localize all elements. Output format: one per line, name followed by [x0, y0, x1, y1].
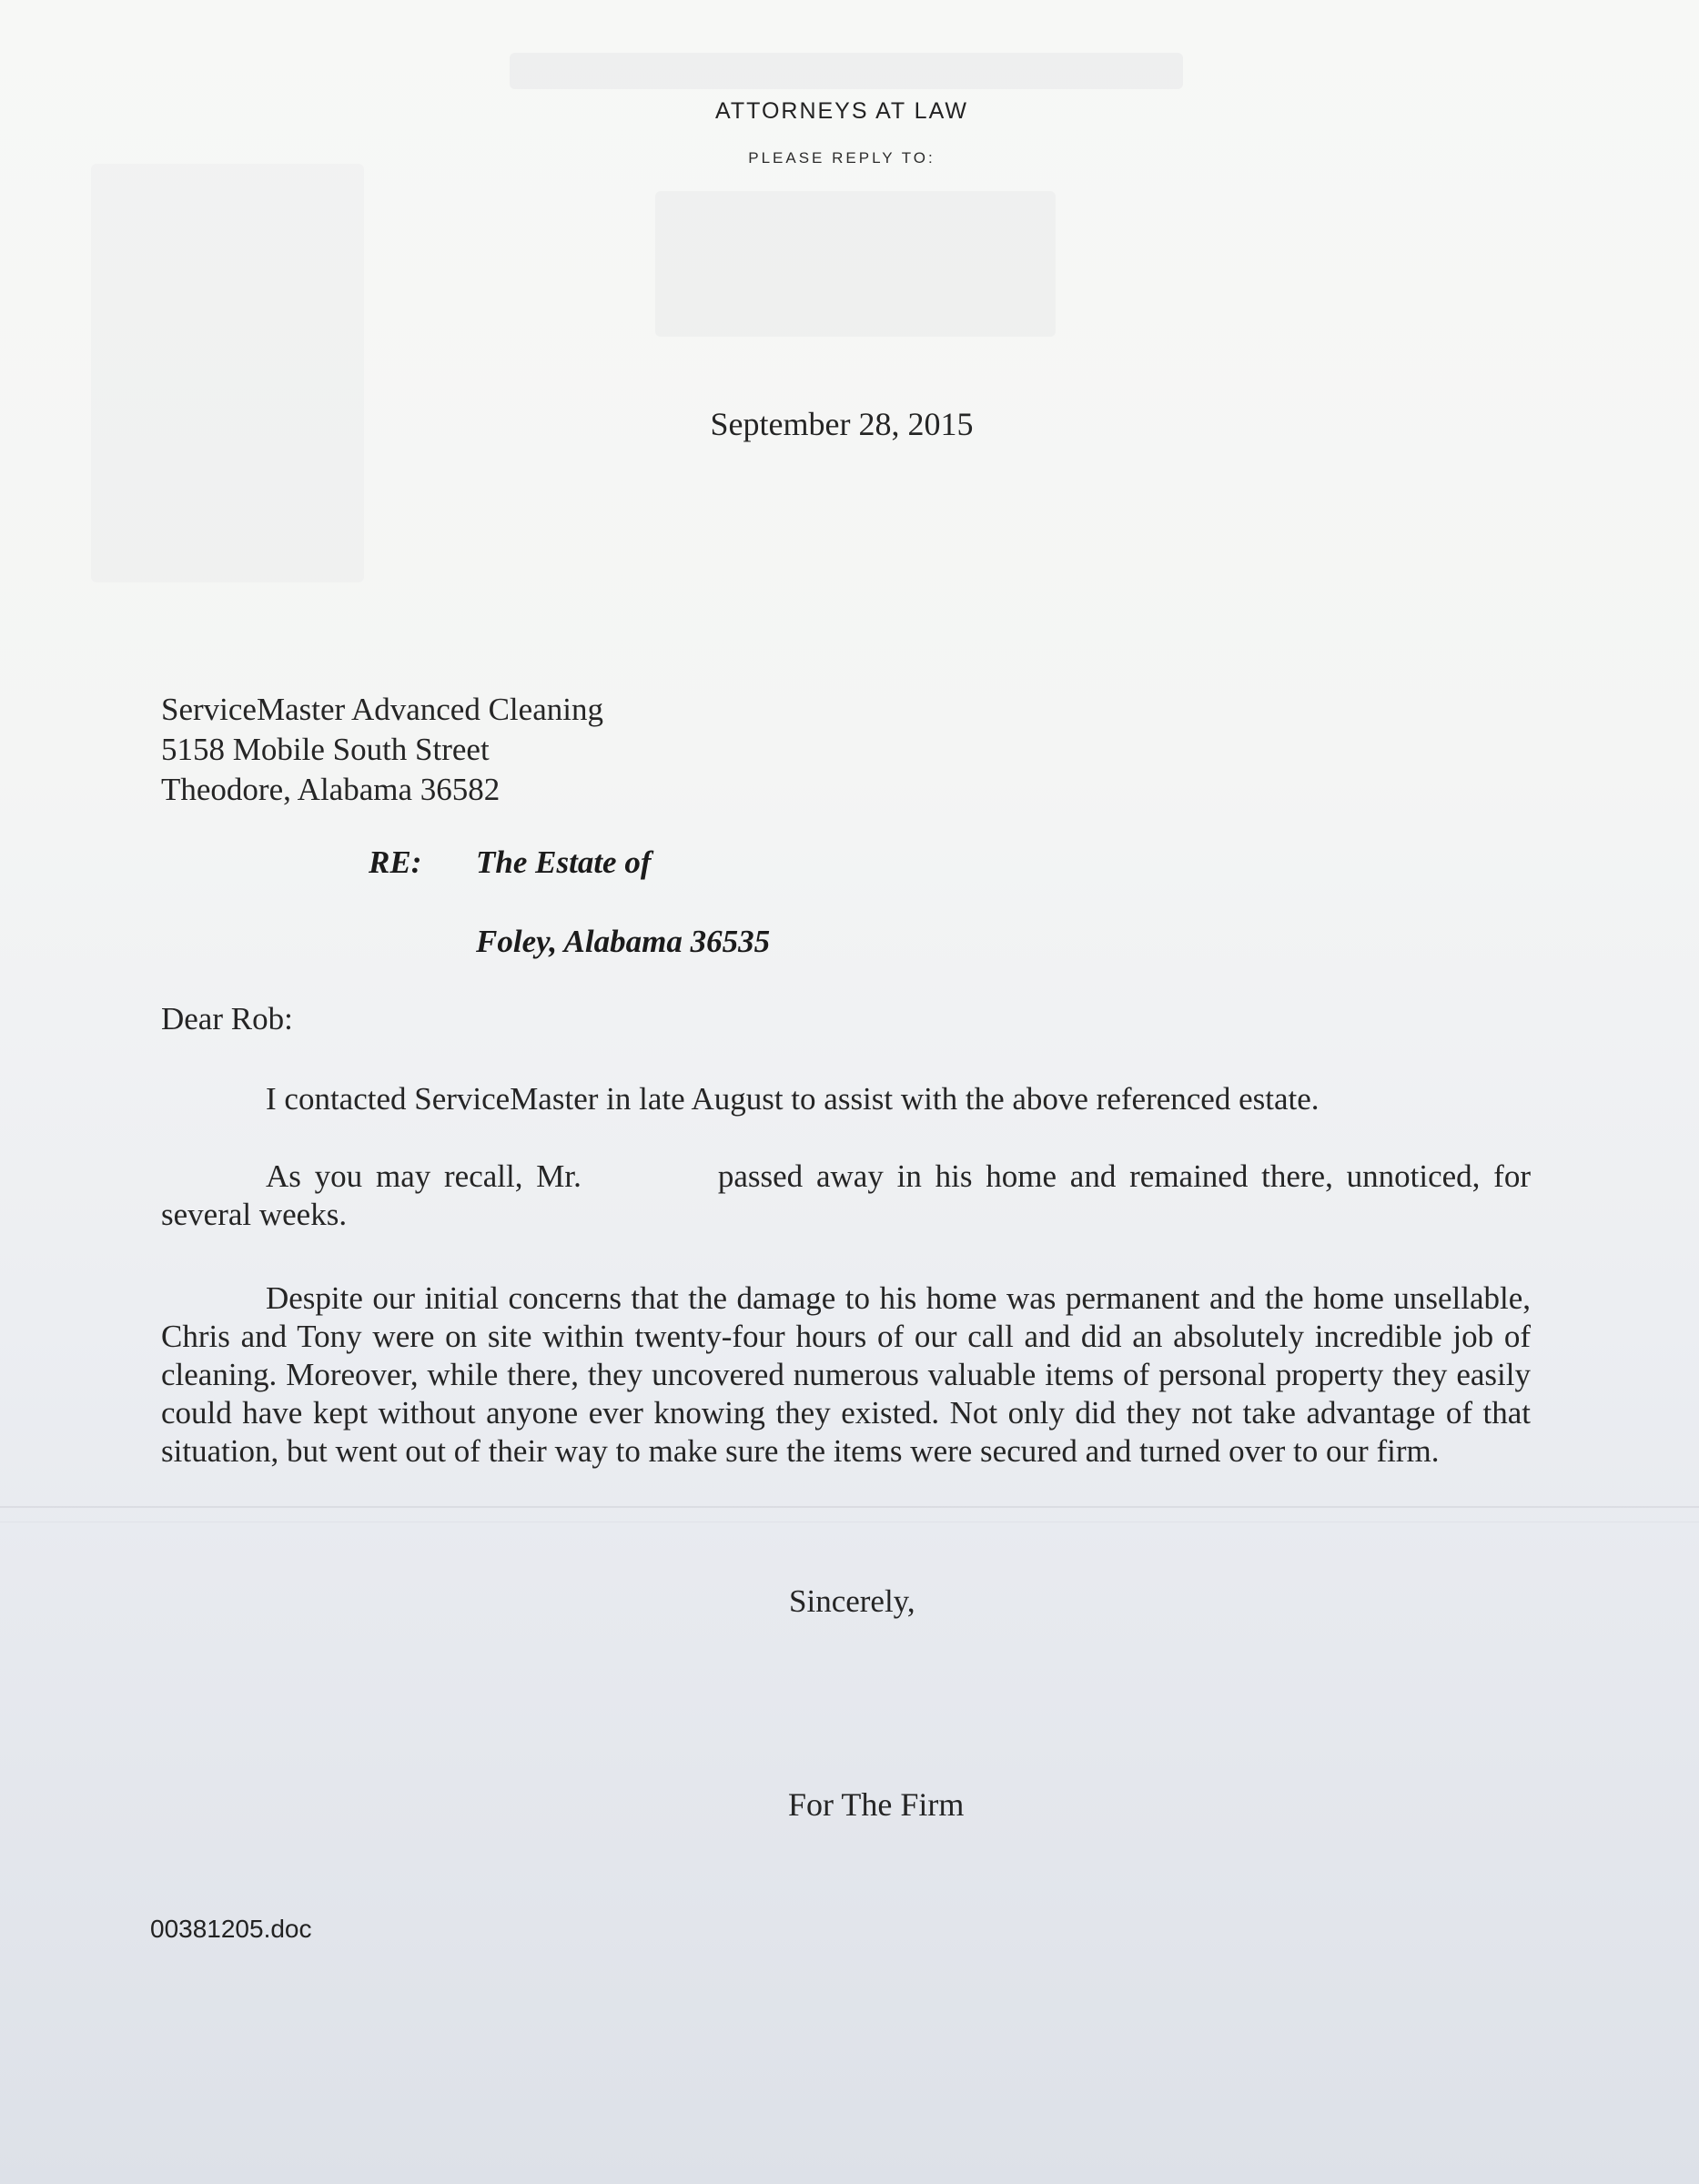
body-paragraph-2-text-a: As you may recall, Mr.: [266, 1158, 582, 1194]
salutation: Dear Rob:: [161, 1001, 293, 1036]
letter-date: September 28, 2015: [710, 406, 974, 442]
paper-fold-line: [0, 1506, 1699, 1508]
faded-partner-list-shape: [91, 164, 364, 582]
recipient-address: [161, 690, 603, 810]
body-paragraph-1-text: I contacted ServiceMaster in late August to assist with the above referenced estate.: [266, 1081, 1320, 1117]
recipient-city-state-zip: Theodore, Alabama 36582: [161, 772, 501, 807]
body-paragraph-1: [161, 1080, 1531, 1118]
signature-line: For The Firm: [788, 1786, 965, 1823]
re-subject-line-2: Foley, Alabama 36535: [476, 924, 771, 959]
closing: Sincerely,: [789, 1583, 915, 1619]
re-subject-line-1: The Estate of: [476, 844, 652, 880]
faded-address-block-shape: [655, 191, 1056, 337]
body-paragraph-3: [161, 1279, 1531, 1471]
recipient-street: 5158 Mobile South Street: [161, 732, 490, 767]
letterhead-subtitle: ATTORNEYS AT LAW: [715, 98, 968, 124]
re-label: RE:: [369, 844, 422, 880]
document-reference: 00381205.doc: [150, 1915, 312, 1943]
recipient-name: ServiceMaster Advanced Cleaning: [161, 692, 603, 727]
letterhead-reply-to: PLEASE REPLY TO:: [748, 149, 935, 167]
body-paragraph-2-text-b: passed away in his home and remained there, unnoticed, for several weeks.: [161, 1158, 1531, 1232]
body-paragraph-2: [161, 1158, 1531, 1234]
faded-letterhead-shape: [510, 53, 1183, 89]
body-paragraph-3-text: Despite our initial concerns that the damage to his home was permanent and the home unsellable, Chris and Tony were on site within twenty-four hours of our call and did an absolutely incredible job of cleaning. Moreover, while there, they uncovered numerous valuable items of personal property they easily could have kept without anyone ever knowing they existed. Not only did they not take advantage of that situation, but went out of their way to make sure the items were secured and turned over to our firm.: [161, 1280, 1531, 1469]
